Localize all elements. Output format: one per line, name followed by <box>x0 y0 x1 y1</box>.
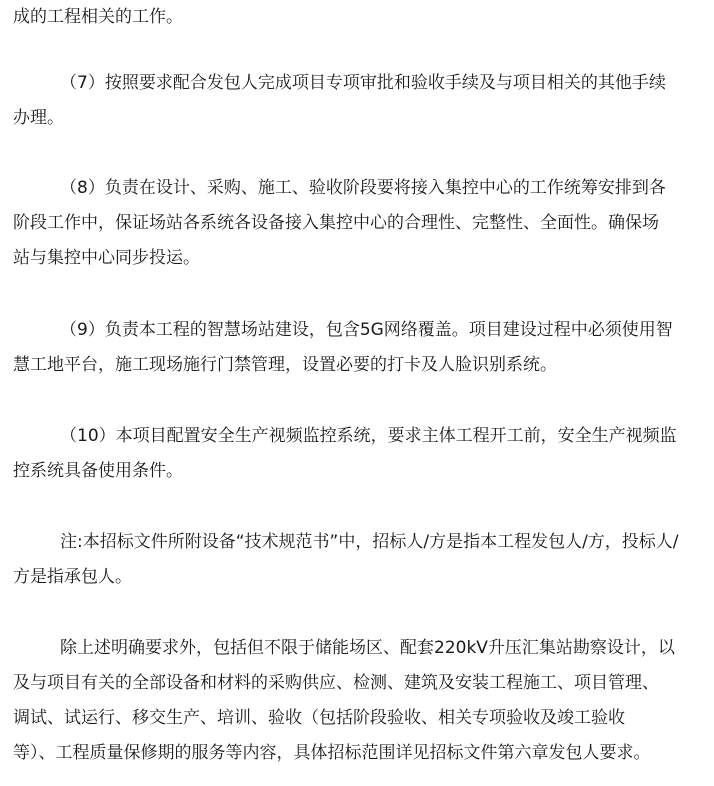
paragraph-line: 阶段工作中，保证场站各系统各设备接入集控中心的合理性、完整性、全面性。确保场 <box>13 213 659 233</box>
paragraph-line: （8）负责在设计、采购、施工、验收阶段要将接入集控中心的工作统筹安排到各 <box>60 178 666 198</box>
paragraph-item-8 <box>13 171 703 276</box>
paragraph-line: 慧工地平台，施工现场施行门禁管理，设置必要的打卡及人脸识别系统。 <box>13 355 557 375</box>
paragraph-line: 办理。 <box>13 108 64 128</box>
paragraph-line: 方是指承包人。 <box>13 567 132 587</box>
paragraph-item-9 <box>13 313 703 383</box>
paragraph-line: 等）、工程质量保修期的服务等内容，具体招标范围详见招标文件第六章发包人要求。 <box>13 743 651 763</box>
paragraph-line: （10）本项目配置安全生产视频监控系统，要求主体工程开工前，安全生产视频监 <box>60 426 677 446</box>
paragraph-item-10 <box>13 419 703 489</box>
paragraph-line: 及与项目有关的全部设备和材料的采购供应、检测、建筑及安装工程施工、项目管理、 <box>13 673 659 693</box>
paragraph-line: （7）按照要求配合发包人完成项目专项审批和验收手续及与项目相关的其他手续 <box>60 73 666 93</box>
paragraph-note <box>13 525 703 595</box>
paragraph-continuation <box>13 0 703 35</box>
paragraph-line: 注:本招标文件所附设备“技术规范书”中，招标人/方是指本工程发包人/方，投标人/ <box>60 532 679 552</box>
paragraph-item-7 <box>13 66 703 136</box>
paragraph-line: 成的工程相关的工作。 <box>13 7 183 27</box>
paragraph-line: 控系统具备使用条件。 <box>13 461 183 481</box>
paragraph-scope <box>13 631 703 771</box>
paragraph-line: 调试、试运行、移交生产、培训、验收（包括阶段验收、相关专项验收及竣工验收 <box>13 708 625 728</box>
paragraph-line: 除上述明确要求外，包括但不限于储能场区、配套220kV升压汇集站勘察设计，以 <box>60 638 675 658</box>
paragraph-line: （9）负责本工程的智慧场站建设，包含5G网络覆盖。项目建设过程中必须使用智 <box>60 320 673 340</box>
paragraph-line: 站与集控中心同步投运。 <box>13 248 200 268</box>
